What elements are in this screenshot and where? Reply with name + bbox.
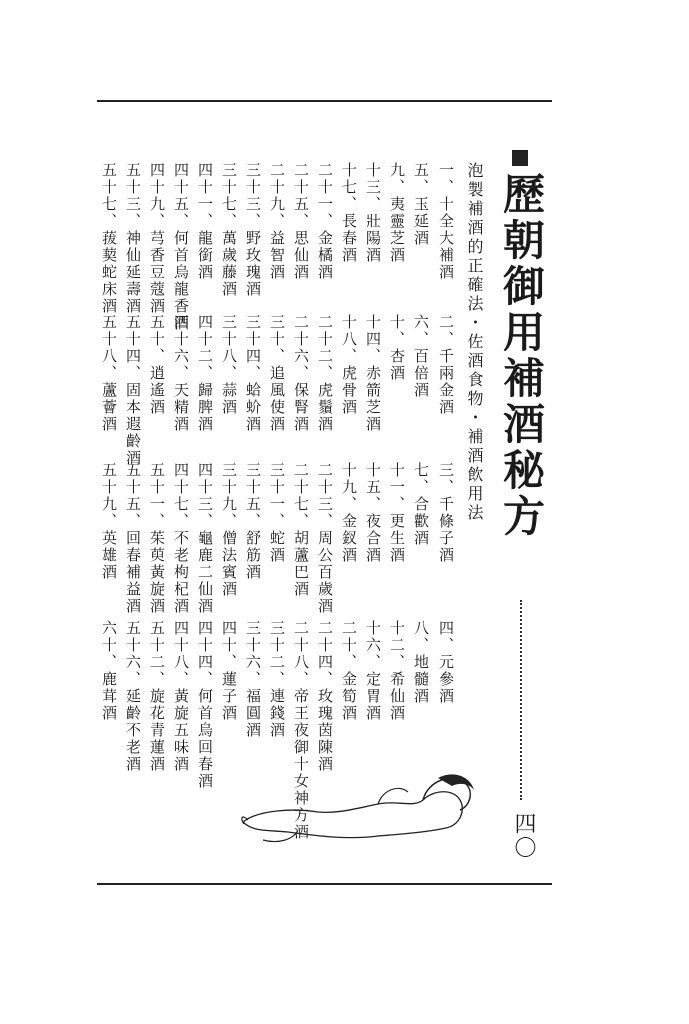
recipe-entry: 三十八、蒜酒 — [220, 314, 238, 416]
recipe-entry: 十八、虎骨酒 — [340, 314, 358, 416]
recipe-entry: 十七、長春酒 — [340, 162, 358, 264]
recipe-entry: 二十五、思仙酒 — [292, 162, 310, 281]
recipe-entry: 八、地髓酒 — [412, 620, 430, 705]
top-rule — [97, 100, 552, 102]
recipe-entry: 五十四、固本遐齡酒 — [124, 314, 142, 467]
recipe-entry: 五十五、回春補益酒 — [124, 462, 142, 615]
recipe-entry: 三十四、蛤蚧酒 — [244, 314, 262, 433]
page-title: 歷朝御用補酒秘方 — [497, 172, 546, 540]
recipe-entry: 四十三、龜鹿二仙酒 — [196, 462, 214, 615]
recipe-entry: 四十五、何首烏龍香酒 — [172, 162, 190, 332]
recipe-entry: 五十一、茱萸黃旋酒 — [148, 462, 166, 615]
recipe-entry: 十、杏酒 — [388, 314, 406, 382]
section-subtitle: 泡製補酒的正確法・佐酒食物・補酒飲用法 — [465, 162, 484, 523]
title-bullet-icon — [512, 150, 528, 166]
recipe-entry: 五十二、旋花青蓮酒 — [148, 620, 166, 773]
recipe-entry: 十二、希仙酒 — [388, 620, 406, 722]
recipe-entry: 二、千兩金酒 — [437, 314, 455, 416]
recipe-entry: 三十七、萬歲藤酒 — [220, 162, 238, 298]
recipe-entry: 五十、逍遙酒 — [148, 314, 166, 416]
reclining-figure-illustration — [238, 770, 478, 850]
recipe-entry: 二十七、胡蘆巴酒 — [292, 462, 310, 598]
recipe-entry: 三十三、野玫瑰酒 — [244, 162, 262, 298]
recipe-entry: 十九、金釵酒 — [340, 462, 358, 564]
recipe-entry: 三、千條子酒 — [437, 462, 455, 564]
page-number: 四〇 — [511, 812, 536, 860]
recipe-entry: 十一、更生酒 — [388, 462, 406, 564]
recipe-entry: 五十三、神仙延壽酒 — [124, 162, 142, 315]
recipe-entry: 三十二、連錢酒 — [268, 620, 286, 739]
recipe-entry: 五十六、延齡不老酒 — [124, 620, 142, 773]
recipe-entry: 二十、金筍酒 — [340, 620, 358, 722]
recipe-entry: 十四、赤箭芝酒 — [364, 314, 382, 433]
recipe-entry: 四、元參酒 — [437, 620, 455, 705]
recipe-entry: 四十四、何首烏回春酒 — [196, 620, 214, 790]
recipe-entry: 三十九、僧法賓酒 — [220, 462, 238, 598]
recipe-entry: 十三、壯陽酒 — [364, 162, 382, 264]
recipe-entry: 四十二、歸脾酒 — [196, 314, 214, 433]
bottom-rule — [97, 883, 552, 885]
recipe-entry: 四十八、黃旋五味酒 — [172, 620, 190, 773]
recipe-entry: 五十八、蘆薈酒 — [100, 314, 118, 433]
recipe-entry: 二十九、益智酒 — [268, 162, 286, 281]
recipe-entry: 六十、鹿茸酒 — [100, 620, 118, 722]
recipe-entry: 四十七、不老枸杞酒 — [172, 462, 190, 615]
recipe-entry: 七、合歡酒 — [412, 462, 430, 547]
recipe-entry: 二十三、周公百歲酒 — [316, 462, 334, 615]
recipe-entry: 二十二、虎鬚酒 — [316, 314, 334, 433]
recipe-entry: 四十九、芎香豆蔻酒 — [148, 162, 166, 315]
recipe-entry: 十六、定胃酒 — [364, 620, 382, 722]
recipe-entry: 十五、夜合酒 — [364, 462, 382, 564]
recipe-entry: 五十九、英雄酒 — [100, 462, 118, 581]
dotted-leader — [520, 600, 522, 800]
recipe-entry: 四十、蓮子酒 — [220, 620, 238, 722]
recipe-entry: 六、百倍酒 — [412, 314, 430, 399]
recipe-entry: 三十、追風使酒 — [268, 314, 286, 433]
recipe-entry: 九、夷靈芝酒 — [388, 162, 406, 264]
recipe-entry: 二十八、帝王夜御十女神方酒 — [292, 620, 310, 841]
recipe-entry: 五、玉延酒 — [412, 162, 430, 247]
recipe-entry: 五十七、菝葜蛇床酒 — [100, 162, 118, 315]
recipe-entry: 三十六、福圓酒 — [244, 620, 262, 739]
recipe-entry: 二十一、金橘酒 — [316, 162, 334, 281]
recipe-entry: 一、十全大補酒 — [437, 162, 455, 281]
recipe-entry: 四十六、天精酒 — [172, 314, 190, 433]
recipe-entry: 三十一、蛇酒 — [268, 462, 286, 564]
recipe-entry: 四十一、龍銜酒 — [196, 162, 214, 281]
recipe-entry: 三十五、舒筋酒 — [244, 462, 262, 581]
recipe-entry: 二十六、保腎酒 — [292, 314, 310, 433]
recipe-entry: 二十四、玫瑰茵陳酒 — [316, 620, 334, 773]
